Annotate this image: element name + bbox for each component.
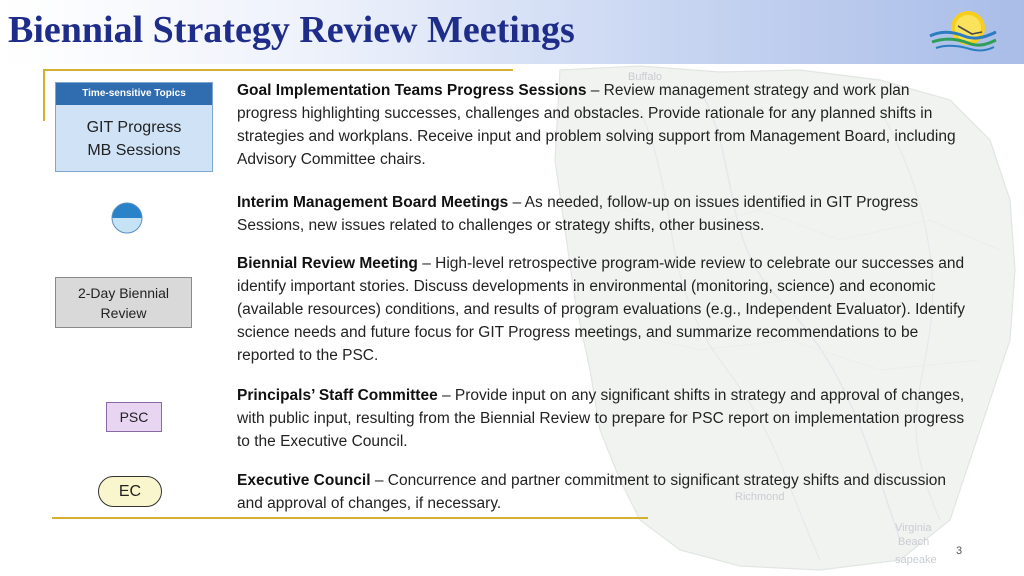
biennial-review-box (55, 277, 192, 328)
map-label-virginia: Virginia (895, 522, 932, 534)
biennial-box-line-2: Review (100, 305, 147, 321)
description-heading: Biennial Review Meeting (237, 255, 418, 272)
ec-box: EC (98, 476, 162, 507)
description-heading: Interim Management Board Meetings (237, 194, 509, 211)
description-heading: Principals’ Staff Committee (237, 387, 438, 404)
git-box-line-1: GIT Progress (86, 119, 182, 136)
title-bar (0, 0, 1024, 64)
map-label-beach: Beach (898, 536, 930, 548)
git-progress-box (55, 82, 213, 172)
description-heading: Executive Council (237, 472, 371, 489)
half-filled-circle-icon (111, 202, 143, 234)
git-box-line-2: MB Sessions (87, 142, 181, 159)
description-text: – As needed, follow-up on issues identified in GIT Progress Sessions, new issues related to challenges or strategy shifts, other business. (237, 194, 919, 234)
ec-description (237, 469, 972, 515)
description-text: – Concurrence and partner commitment to significant strategy shifts and discussion and approval of changes, if necessary. (237, 472, 947, 512)
top-gold-rule (43, 69, 513, 71)
psc-description (237, 384, 972, 453)
git-box-header: Time-sensitive Topics (56, 83, 212, 105)
description-text: – Provide input on any significant shifts in strategy and approval of changes, with public input, resulting from the Biennial Review to prepare for PSC report on implementation progress to the Executive Council. (237, 387, 965, 450)
bottom-gold-rule (52, 517, 648, 519)
git-progress-description (237, 79, 972, 171)
interim-mb-description (237, 191, 972, 237)
slide-title: Biennial Strategy Review Meetings (8, 9, 575, 51)
biennial-box-line-1: 2-Day Biennial (77, 285, 170, 301)
page-number: 3 (956, 545, 963, 557)
left-gold-rule (43, 69, 45, 121)
map-label-chesapeake: sapeake (895, 554, 937, 566)
map-label-richmond: Richmond (735, 491, 785, 503)
map-label-buffalo: Buffalo (628, 71, 663, 83)
biennial-review-description (237, 252, 972, 367)
description-text: – High-level retrospective program-wide review to celebrate our successes and identify important stories. Discuss developments in environmental (monitoring, science) and economic (available resources) conditions, and results of program evaluations (e.g., Independent Evaluator). Identify science needs and future focus for GIT Progress meetings, and summarize recommendations to be reported to the PSC. (237, 255, 966, 364)
description-text: – Review management strategy and work plan progress highlighting successes, challenges and obstacles. Provide rationale for any planned shifts in strategies and workplans. Receive input and problem solving support from Management Board, including Advisory Committee chairs. (237, 82, 956, 168)
description-heading: Goal Implementation Teams Progress Sessions (237, 82, 587, 99)
chesapeake-bay-logo-icon (928, 6, 998, 58)
git-box-body (56, 105, 212, 162)
psc-box: PSC (106, 402, 162, 432)
